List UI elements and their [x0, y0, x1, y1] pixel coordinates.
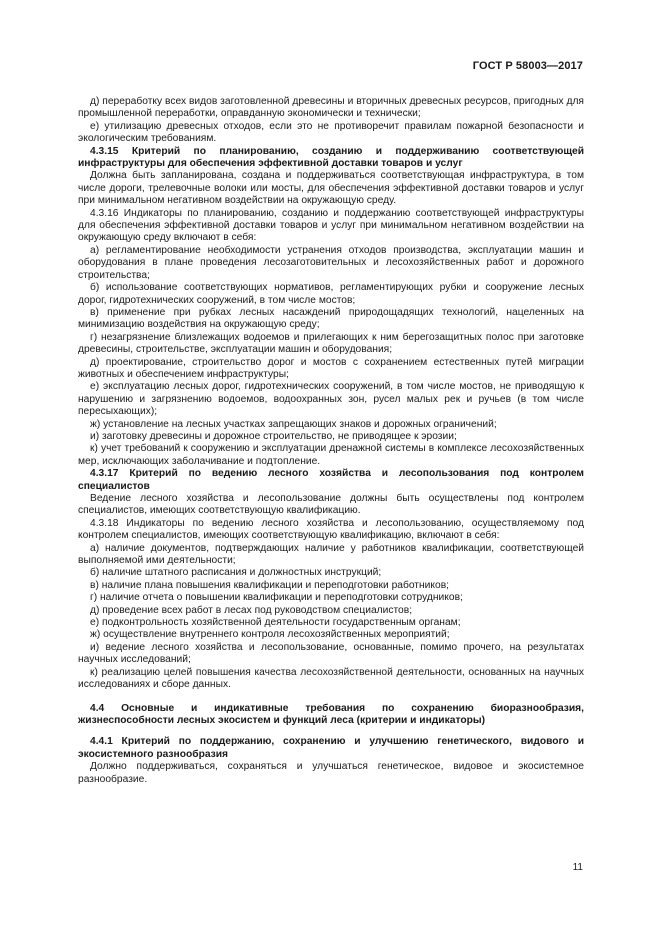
list-item-v-2: в) наличие плана повышения квалификации и переподготовки работников; [90, 579, 449, 591]
heading-4-3-17: 4.3.17 Критерий по ведению лесного хозяйства и лесопользования под контролем специалистов [78, 468, 584, 492]
section-heading-4-4: 4.4 Основные и индикативные требования по сохранению биоразнообразия, жизнеспособности лесных экосистем и функций леса (критерии и индикаторы) [78, 702, 584, 726]
list-item-b: б) использование соответствующих нормативов, регламентирующих рубки и сооружение лесных дорог, гидротехнических сооружений, в том числе мостов; [78, 282, 584, 306]
list-item-b-2: б) наличие штатного расписания и должностных инструкций; [90, 567, 382, 579]
list-item-v: в) применение при рубках лесных насаждений природощадящих технологий, нацеленных на минимизацию воздействия на окружающую среду; [78, 306, 584, 331]
page-number: 11 [572, 862, 583, 873]
list-item-d: д) проектирование, строительство дорог и мостов с сохранением естественных путей миграции животных и обеспечением инфраструктуры; [78, 356, 584, 380]
list-item-d-processing: д) переработку всех видов заготовленной древесины и вторичных древесных ресурсов, пригодных для промышленной переработки, оправданную экономически и технически; [78, 96, 584, 120]
list-item-e: е) эксплуатацию лесных дорог, гидротехнических сооружений, в том числе мостов, не приводящую к нарушению и загрязнению водоемов, водоохранных зон, русел малых рек и ручьев (в том числе пересыхающих); [78, 381, 584, 418]
list-item-i: и) заготовку древесины и дорожное строительство, не приводящее к эрозии; [90, 430, 457, 442]
paragraph-biodiversity: Должно поддерживаться, сохраняться и улучшаться генетическое, видовое и экосистемное разнообразие. [78, 761, 584, 785]
list-item-zh-2: ж) осуществление внутреннего контроля лесохозяйственных мероприятий; [90, 629, 450, 641]
list-item-g-2: г) наличие отчета о повышении квалификации и переподготовки сотрудников; [90, 592, 463, 604]
list-item-d-2: д) проведение всех работ в лесах под руководством специалистов; [90, 604, 413, 616]
list-item-a: а) регламентирование необходимости устранения отходов производства, эксплуатации машин и оборудования в плане проведения лесозаготовительных и лесохозяйственных работ и дорожного строительства; [78, 244, 584, 281]
document-id-header: ГОСТ Р 58003—2017 [472, 60, 583, 72]
paragraph-specialist-control: Ведение лесного хозяйства и лесопользование должны быть осуществлены под контролем специалистов, имеющих соответствующую квалификацию. [78, 493, 584, 517]
list-item-e-waste-utilization: е) утилизацию древесных отходов, если это не противоречит правилам пожарной безопасности и экологическим требованиям. [78, 120, 584, 145]
list-item-e-2: е) подконтрольность хозяйственной деятельности государственным органам; [90, 617, 461, 629]
list-item-i-2: и) ведение лесного хозяйства и лесопользование, основанные, помимо прочего, на результатах научных исследований; [78, 641, 584, 666]
list-item-k-2: к) реализацию целей повышения качества лесохозяйственной деятельности, основанных на научных исследованиях и сборе данных. [78, 666, 584, 691]
document-body [78, 96, 584, 786]
list-item-k: к) учет требований к сооружению и эксплуатации дренажной системы в комплексе лесохозяйственных мер, исключающих заболачивание и подтопление. [78, 443, 584, 467]
list-item-zh: ж) установление на лесных участках запрещающих знаков и дорожных ограничений; [90, 418, 497, 430]
list-item-a-2: а) наличие документов, подтверждающих наличие у работников квалификации, соответствующей выполняемой ими деятельности; [78, 542, 584, 567]
heading-4-3-15: 4.3.15 Критерий по планированию, созданию и поддерживанию соответствующей инфраструктуры для обеспечения эффективной доставки товаров и услуг [78, 145, 584, 170]
paragraph-infrastructure: Должна быть запланирована, создана и поддерживаться соответствующая инфраструктура, в том числе дороги, трелевочные волоки или мосты, для обеспечения эффективной доставки товаров и услуг при минимальном негативном воздействии на окружающую среду. [78, 170, 584, 207]
paragraph-4-3-18: 4.3.18 Индикаторы по ведению лесного хозяйства и лесопользованию, осуществляемому под контролем специалистов, имеющих соответствующую квалификацию, включают в себя: [78, 517, 584, 542]
paragraph-4-3-16: 4.3.16 Индикаторы по планированию, созданию и поддержанию соответствующей инфраструктуры для обеспечения эффективной доставки товаров и услуг при минимальном негативном воздействии на окружающую среду включают в себя: [78, 207, 584, 244]
heading-4-4-1: 4.4.1 Критерий по поддержанию, сохранению и улучшению генетического, видового и экосистемного разнообразия [78, 736, 584, 760]
list-item-g: г) незагрязнение близлежащих водоемов и прилегающих к ним берегозащитных полос при заготовке древесины, строительстве, эксплуатации машин и оборудования; [78, 331, 584, 356]
